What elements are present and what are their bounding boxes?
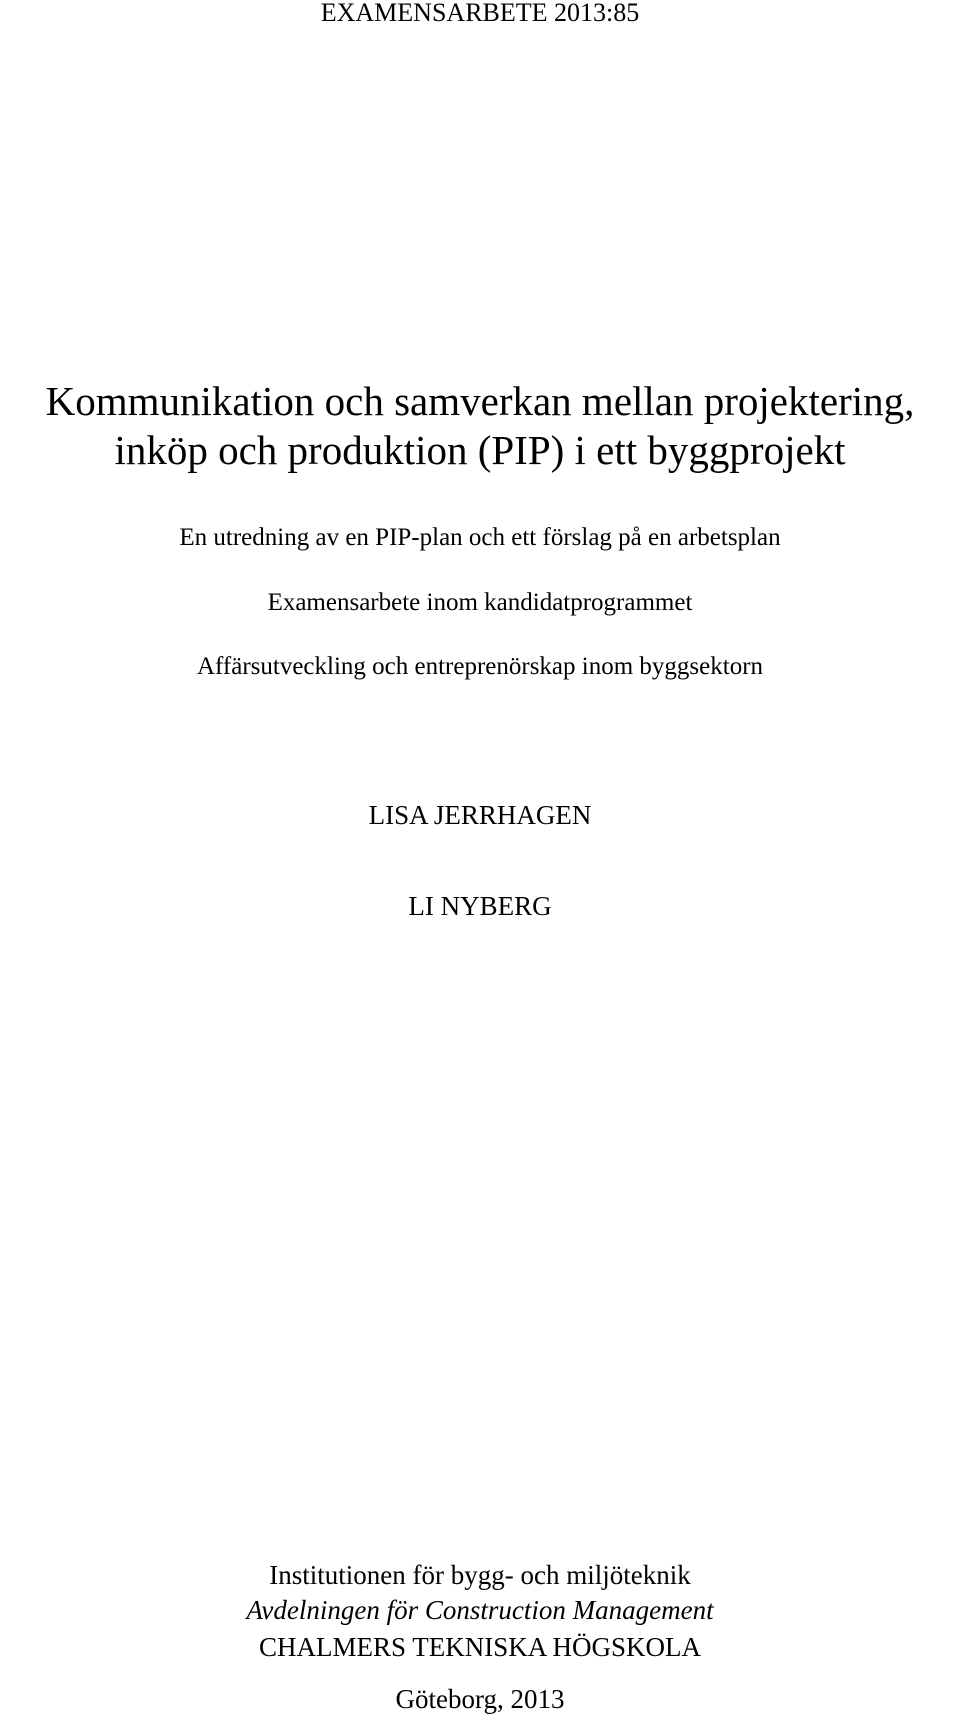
title-line-1: Kommunikation och samverkan mellan projektering, xyxy=(45,378,915,424)
department: Institutionen för bygg- och miljöteknik xyxy=(269,1560,691,1590)
author-name: LISA JERRHAGEN xyxy=(368,800,592,830)
place-year: Göteborg, 2013 xyxy=(395,1684,565,1714)
title-line-2: inköp och produktion (PIP) i ett byggprojekt xyxy=(114,427,846,473)
subtitle: En utredning av en PIP-plan och ett förslag på en arbetsplan xyxy=(179,524,781,551)
report-series-number: EXAMENSARBETE 2013:85 xyxy=(320,0,640,27)
program-line-2: Affärsutveckling och entreprenörskap inom byggsektorn xyxy=(196,653,764,680)
program-line-1: Examensarbete inom kandidatprogrammet xyxy=(267,589,693,616)
author-name: LI NYBERG xyxy=(408,891,552,921)
division: Avdelningen för Construction Management xyxy=(246,1595,714,1625)
university: CHALMERS TEKNISKA HÖGSKOLA xyxy=(258,1632,702,1662)
